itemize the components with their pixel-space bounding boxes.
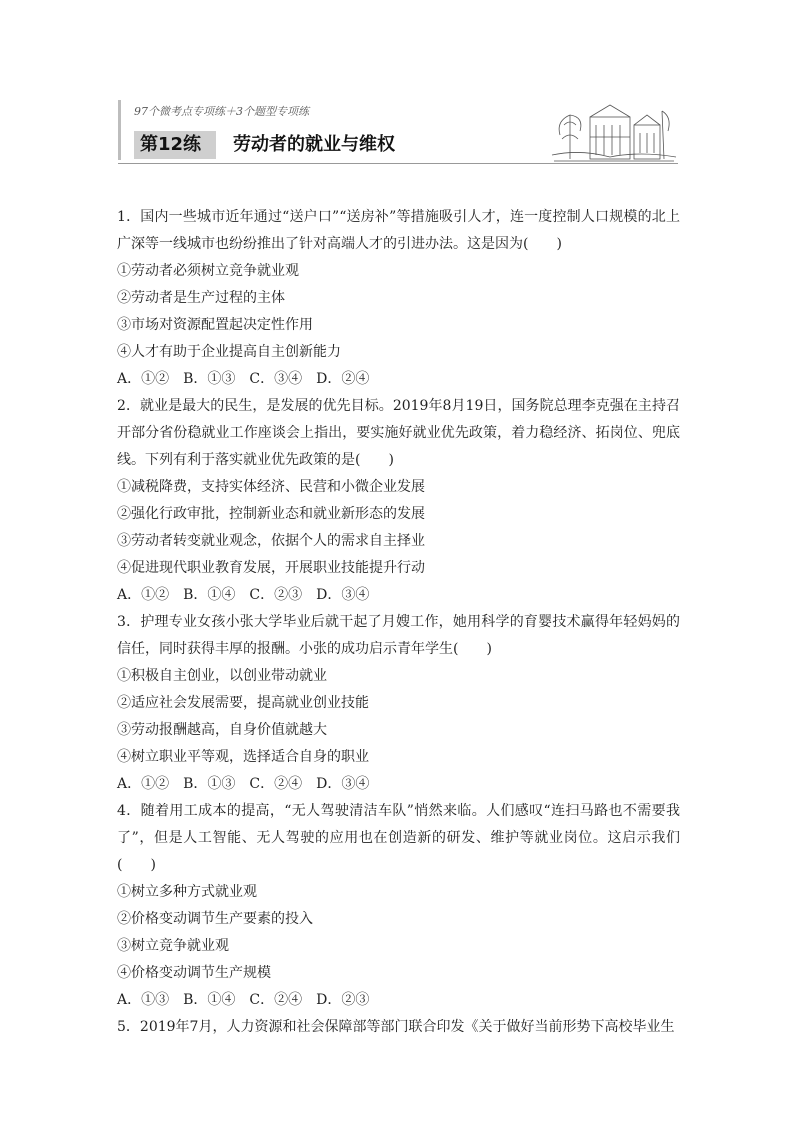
question-1-option-2: ②劳动者是生产过程的主体: [117, 290, 285, 306]
question-2-option-1: ①减税降费，支持实体经济、民营和小微企业发展: [117, 479, 425, 495]
building-illustration-icon: [550, 95, 678, 163]
header-accent-bar: [118, 100, 121, 160]
question-2-stem: 2．就业是最大的民生，是发展的优先目标。2019年8月19日，国务院总理李克强在主持召开部分省份稳就业工作座谈会上指出，要实施好就业优先政策，着力稳经济、拓岗位、兜底线。下列有利于落实就业优先政策的是( ): [117, 398, 680, 468]
question-3-choices: A．①② B．①③ C．②④ D．③④: [117, 776, 370, 792]
question-1-option-3: ③市场对资源配置起决定性作用: [117, 317, 313, 333]
question-3-option-2: ②适应社会发展需要，提高就业创业技能: [117, 695, 369, 711]
question-4-option-4: ④价格变动调节生产规模: [117, 965, 271, 981]
question-1-choices: A．①② B．①③ C．③④ D．②④: [117, 371, 370, 387]
question-1-stem: 1．国内一些城市近年通过“送户口”“送房补”等措施吸引人才，连一度控制人口规模的北上广深等一线城市也纷纷推出了针对高端人才的引进办法。这是因为( ): [117, 209, 680, 252]
lesson-label: 第12练: [134, 131, 216, 159]
question-2-option-4: ④促进现代职业教育发展，开展职业技能提升行动: [117, 560, 425, 576]
question-3-option-3: ③劳动报酬越高，自身价值就越大: [117, 722, 327, 738]
question-2-choices: A．①② B．①④ C．②③ D．③④: [117, 587, 370, 603]
header-subtitle: 97个微考点专项练＋3个题型专项练: [134, 105, 309, 118]
question-1-option-1: ①劳动者必须树立竞争就业观: [117, 263, 299, 279]
lesson-title: 劳动者的就业与维权: [233, 134, 395, 155]
header-rule: [118, 163, 678, 164]
question-3-option-1: ①积极自主创业，以创业带动就业: [117, 668, 327, 684]
question-4-choices: A．①③ B．①④ C．②④ D．②③: [117, 992, 370, 1008]
question-2-option-2: ②强化行政审批，控制新业态和就业新形态的发展: [117, 506, 425, 522]
question-3-option-4: ④树立职业平等观，选择适合自身的职业: [117, 749, 369, 765]
question-5-stem: 5．2019年7月，人力资源和社会保障部等部门联合印发《关于做好当前形势下高校毕业生: [117, 1019, 675, 1035]
question-4-option-1: ①树立多种方式就业观: [117, 884, 257, 900]
question-4-option-2: ②价格变动调节生产要素的投入: [117, 911, 313, 927]
question-list: [117, 204, 680, 1041]
question-2-option-3: ③劳动者转变就业观念，依据个人的需求自主择业: [117, 533, 425, 549]
question-4-stem: 4．随着用工成本的提高，“无人驾驶清洁车队”悄然来临。人们感叹“连扫马路也不需要我了”，但是人工智能、无人驾驶的应用也在创造新的研发、维护等就业岗位。这启示我们( ): [117, 803, 680, 873]
question-4-option-3: ③树立竞争就业观: [117, 938, 229, 954]
question-3-stem: 3．护理专业女孩小张大学毕业后就干起了月嫂工作，她用科学的育婴技术赢得年轻妈妈的信任，同时获得丰厚的报酬。小张的成功启示青年学生( ): [117, 614, 680, 657]
question-1-option-4: ④人才有助于企业提高自主创新能力: [117, 344, 341, 360]
page-header: [0, 0, 794, 180]
